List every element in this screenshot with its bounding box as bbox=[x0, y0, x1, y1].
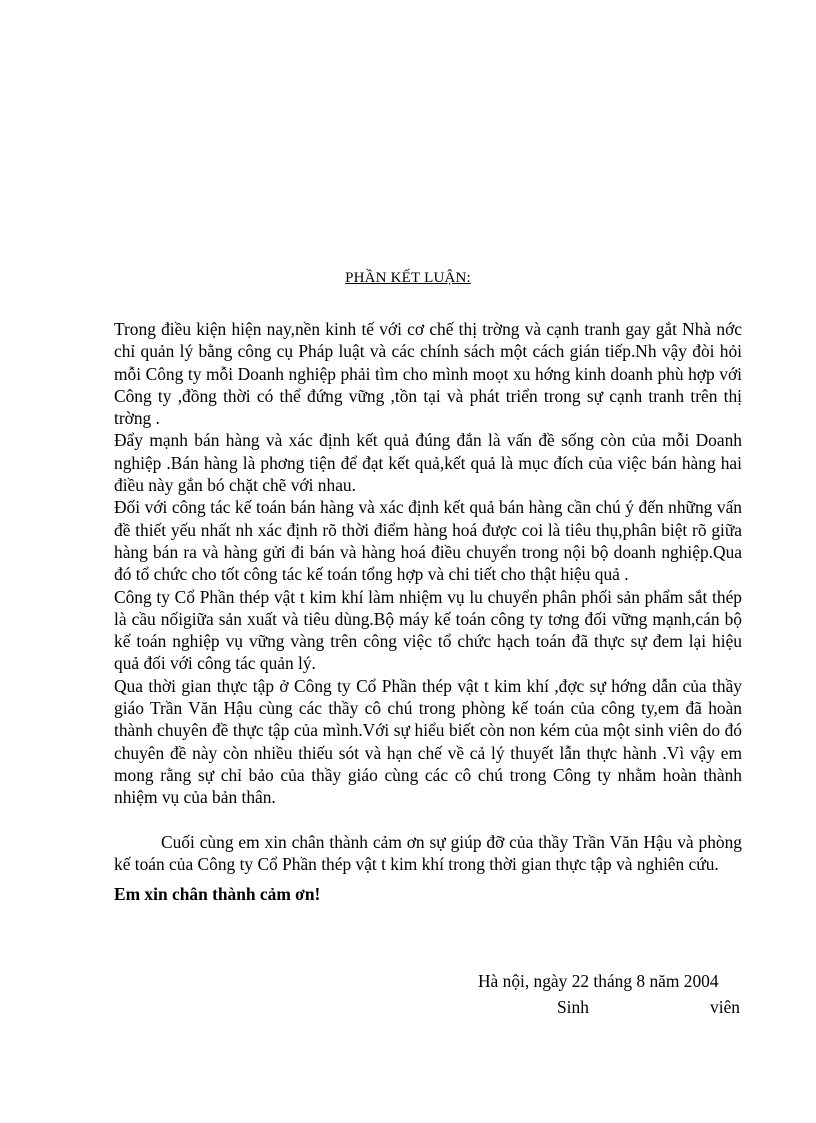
document-title: PHẦN KẾT LUẬN: bbox=[345, 270, 471, 286]
document-body bbox=[114, 318, 742, 905]
signature-role-word-2: viên bbox=[710, 997, 740, 1017]
signature-role-word-1: Sinh bbox=[557, 997, 589, 1017]
signature-role bbox=[557, 997, 740, 1018]
paragraph-2: Đẩy mạnh bán hàng và xác định kết quả đúng đắn là vấn đề sống còn của mỗi Doanh nghiệp .Bán hàng là phơng tiện để đạt kết quả,kết quả là mục đích của việc bán hàng hai điều này gắn bó chặt chẽ với nhau. bbox=[114, 430, 742, 496]
thanks-line: Em xin chân thành cảm ơn! bbox=[114, 884, 321, 905]
signature-date: Hà nội, ngày 22 tháng 8 năm 2004 bbox=[478, 971, 719, 991]
paragraph-3: Đối với công tác kế toán bán hàng và xác định kết quả bán hàng cần chú ý đến những vấn đề thiết yếu nhất nh xác định rõ thời điểm hàng hoá được coi là tiêu thụ,phân biệt rõ giữa hàng bán ra và hàng gửi đi bán và hàng hoá điều chuyển trong nội bộ doanh nghiệp.Qua đó tổ chức cho tốt công tác kế toán tổng hợp và chi tiết cho thật hiệu quả . bbox=[114, 497, 742, 585]
paragraph-5: Qua thời gian thực tập ở Công ty Cổ Phần thép vật t kim khí ,đợc sự hớng dẫn của thầy giáo Trần Văn Hậu cùng các thầy cô chú trong phòng kế toán của công ty,em đã hoàn thành chuyên đề thực tập của mình.Với sự hiểu biết còn non kém của một sinh viên do đó chuyên đề này còn nhiều thiếu sót và hạn chế về cả lý thuyết lẫn thực hành .Vì vậy em mong rằng sự chỉ bảo của thầy giáo cùng các cô chú trong Công ty nhằm hoàn thành nhiệm vụ của bản thân. bbox=[114, 675, 742, 808]
paragraph-1: Trong điều kiện hiện nay,nền kinh tế với cơ chế thị trờng và cạnh tranh gay gắt Nhà nớc chỉ quản lý bằng công cụ Pháp luật và các chính sách một cách gián tiếp.Nh vậy đòi hỏi mỗi Công ty mỗi Doanh nghiệp phải tìm cho mình moọt xu hớng kinh doanh phù hợp với Công ty ,đồng thời có thể đứng vững ,tồn tại và phát triển trong sự cạnh tranh trên thị trờng . bbox=[114, 319, 742, 429]
paragraph-spacer bbox=[114, 809, 742, 831]
closing-paragraph: Cuối cùng em xin chân thành cảm ơn sự giúp đỡ của thầy Trần Văn Hậu và phòng kế toán của Công ty Cổ Phần thép vật t kim khí trong thời gian thực tập và nghiên cứu. bbox=[114, 831, 742, 874]
paragraph-4: Công ty Cổ Phần thép vật t kim khí làm nhiệm vụ lu chuyển phân phối sản phẩm sắt thép là cầu nốigiữa sản xuất và tiêu dùng.Bộ máy kế toán công ty tơng đối vững mạnh,cán bộ kế toán nghiệp vụ vững vàng trên công việc tổ chức hạch toán đã thực sự đem lại hiệu quả đối với công tác quản lý. bbox=[114, 586, 742, 674]
